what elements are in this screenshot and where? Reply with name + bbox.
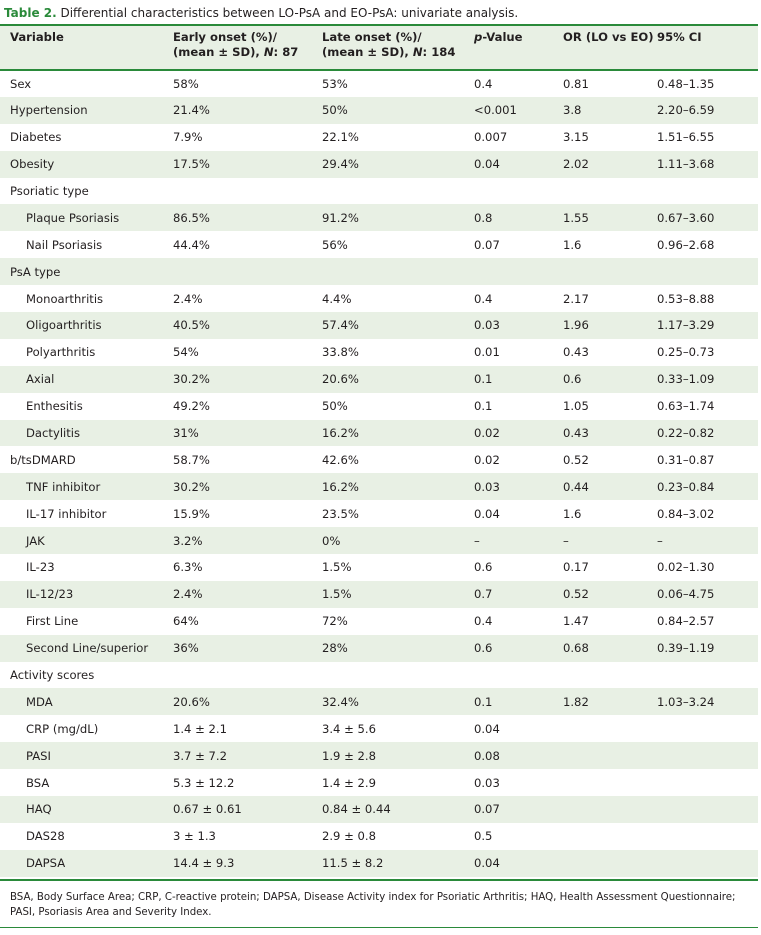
p-value-cell: 0.07: [474, 802, 500, 817]
early-onset-cell: 2.4%: [173, 587, 203, 602]
early-onset-cell: 14.4 ± 9.3: [173, 856, 235, 871]
odds-ratio-cell: –: [563, 533, 569, 548]
header-early-line2c: : 87: [273, 45, 299, 59]
variable-cell: Second Line/superior: [26, 641, 149, 656]
late-onset-cell: 1.9 ± 2.8: [322, 748, 376, 763]
table-row: [0, 258, 758, 285]
header-early-onset: [173, 25, 322, 70]
ci-cell: 0.02–1.30: [657, 560, 715, 575]
table-footnote: BSA, Body Surface Area; CRP, C-reactive protein; DAPSA, Disease Activity index for Psoriatic Arthritis; HAQ, Health Assessment Questionnaire; PASI, Psoriasis Area and Severity Index.: [0, 879, 758, 928]
variable-cell: IL-23: [26, 560, 55, 575]
odds-ratio-cell: 0.6: [563, 372, 582, 387]
ci-cell: 1.03–3.24: [657, 694, 715, 709]
ci-cell: 0.84–3.02: [657, 506, 715, 521]
table-number: Table 2.: [4, 6, 57, 20]
header-late-line2c: : 184: [422, 45, 456, 59]
table-row: [0, 312, 758, 339]
ci-cell: [657, 715, 758, 742]
table-row: [0, 366, 758, 393]
early-onset-cell: [173, 662, 322, 689]
odds-ratio-cell: 1.55: [563, 210, 589, 225]
odds-ratio-cell: [563, 796, 657, 823]
ci-cell: [657, 742, 758, 769]
header-late-onset: [322, 25, 474, 70]
header-early-line2a: (mean ± SD),: [173, 45, 264, 59]
odds-ratio-cell: [563, 178, 657, 205]
ci-cell: 0.31–0.87: [657, 452, 715, 467]
p-value-cell: [474, 662, 563, 689]
late-onset-cell: 20.6%: [322, 372, 359, 387]
p-value-cell: 0.1: [474, 694, 493, 709]
early-onset-cell: 86.5%: [173, 210, 210, 225]
late-onset-cell: 16.2%: [322, 479, 359, 494]
early-onset-cell: 7.9%: [173, 130, 203, 145]
header-row: [0, 25, 758, 70]
variable-cell: PASI: [26, 748, 51, 763]
variable-cell: BSA: [26, 775, 50, 790]
ci-cell: 1.51–6.55: [657, 130, 715, 145]
early-onset-cell: 58.7%: [173, 452, 210, 467]
header-late-line2a: (mean ± SD),: [322, 45, 413, 59]
late-onset-cell: 53%: [322, 76, 348, 91]
odds-ratio-cell: 0.43: [563, 345, 589, 360]
variable-cell: Enthesitis: [26, 399, 83, 414]
p-value-cell: –: [474, 533, 480, 548]
early-onset-cell: 21.4%: [173, 103, 210, 118]
p-value-cell: 0.4: [474, 614, 493, 629]
table-row: [0, 662, 758, 689]
p-value-cell: 0.7: [474, 587, 493, 602]
table-row: [0, 742, 758, 769]
table-row: [0, 769, 758, 796]
late-onset-cell: 29.4%: [322, 157, 359, 172]
p-value-cell: 0.03: [474, 318, 500, 333]
odds-ratio-cell: 0.68: [563, 641, 589, 656]
ci-cell: [657, 850, 758, 877]
p-value-cell: 0.04: [474, 157, 500, 172]
table-row: [0, 850, 758, 877]
early-onset-cell: 5.3 ± 12.2: [173, 775, 235, 790]
variable-cell: Axial: [26, 372, 55, 387]
table-row: [0, 285, 758, 312]
p-value-cell: 0.007: [474, 130, 508, 145]
late-onset-cell: 50%: [322, 103, 348, 118]
early-onset-cell: 1.4 ± 2.1: [173, 721, 227, 736]
p-value-cell: 0.03: [474, 775, 500, 790]
late-onset-cell: 1.5%: [322, 587, 352, 602]
header-variable: Variable: [10, 30, 64, 44]
ci-cell: 0.67–3.60: [657, 210, 715, 225]
odds-ratio-cell: 1.82: [563, 694, 589, 709]
ci-cell: 0.53–8.88: [657, 291, 715, 306]
late-onset-cell: 1.5%: [322, 560, 352, 575]
late-onset-cell: 0.84 ± 0.44: [322, 802, 391, 817]
variable-cell: IL-12/23: [26, 587, 74, 602]
odds-ratio-cell: 2.17: [563, 291, 589, 306]
p-value-cell: 0.08: [474, 748, 500, 763]
ci-cell: 1.11–3.68: [657, 157, 715, 172]
late-onset-cell: 72%: [322, 614, 348, 629]
table-row: [0, 473, 758, 500]
variable-cell: DAS28: [26, 829, 65, 844]
early-onset-cell: 3 ± 1.3: [173, 829, 216, 844]
late-onset-cell: 1.4 ± 2.9: [322, 775, 376, 790]
early-onset-cell: 3.7 ± 7.2: [173, 748, 227, 763]
table-row: [0, 339, 758, 366]
p-value-cell: [474, 178, 563, 205]
early-onset-cell: 30.2%: [173, 479, 210, 494]
variable-cell: HAQ: [26, 802, 52, 817]
late-onset-cell: 28%: [322, 641, 348, 656]
late-onset-cell: [322, 662, 474, 689]
ci-cell: [657, 662, 758, 689]
p-value-cell: 0.04: [474, 506, 500, 521]
early-onset-cell: [173, 258, 322, 285]
variable-cell: Hypertension: [10, 103, 88, 118]
table-body: [0, 70, 758, 877]
early-onset-cell: 58%: [173, 76, 199, 91]
table-row: [0, 581, 758, 608]
variable-cell: Activity scores: [10, 668, 95, 683]
table-header: [0, 25, 758, 70]
variable-cell: CRP (mg/dL): [26, 721, 99, 736]
early-onset-cell: 17.5%: [173, 157, 210, 172]
early-onset-cell: 2.4%: [173, 291, 203, 306]
odds-ratio-cell: 0.52: [563, 587, 589, 602]
variable-cell: JAK: [26, 533, 45, 548]
odds-ratio-cell: 2.02: [563, 157, 589, 172]
ci-cell: [657, 823, 758, 850]
variable-cell: First Line: [26, 614, 79, 629]
late-onset-cell: 32.4%: [322, 694, 359, 709]
late-onset-cell: 42.6%: [322, 452, 359, 467]
early-onset-cell: 20.6%: [173, 694, 210, 709]
ci-cell: [657, 769, 758, 796]
early-onset-cell: 30.2%: [173, 372, 210, 387]
p-value-cell: 0.04: [474, 721, 500, 736]
p-value-cell: 0.04: [474, 856, 500, 871]
variable-cell: DAPSA: [26, 856, 66, 871]
variable-cell: TNF inhibitor: [26, 479, 101, 494]
late-onset-cell: 91.2%: [322, 210, 359, 225]
early-onset-cell: 0.67 ± 0.61: [173, 802, 242, 817]
table-row: [0, 500, 758, 527]
p-value-cell: [474, 258, 563, 285]
ci-cell: 0.39–1.19: [657, 641, 715, 656]
odds-ratio-cell: [563, 769, 657, 796]
table-row: [0, 823, 758, 850]
table-row: [0, 715, 758, 742]
p-value-cell: 0.4: [474, 76, 493, 91]
variable-cell: Psoriatic type: [10, 184, 89, 198]
p-value-cell: 0.03: [474, 479, 500, 494]
ci-cell: 0.84–2.57: [657, 614, 715, 629]
odds-ratio-cell: [563, 742, 657, 769]
early-onset-cell: 36%: [173, 641, 199, 656]
late-onset-cell: [322, 178, 474, 205]
ci-cell: [657, 796, 758, 823]
table-row: [0, 178, 758, 205]
p-value-cell: 0.1: [474, 372, 493, 387]
odds-ratio-cell: 1.05: [563, 399, 589, 414]
odds-ratio-cell: [563, 850, 657, 877]
table-row: [0, 393, 758, 420]
variable-cell: Monoarthritis: [26, 291, 104, 306]
early-onset-cell: 49.2%: [173, 399, 210, 414]
table-row: [0, 608, 758, 635]
late-onset-cell: 33.8%: [322, 345, 359, 360]
header-early-line1: Early onset (%)/: [173, 30, 278, 44]
table-row: [0, 635, 758, 662]
variable-cell: MDA: [26, 694, 53, 709]
ci-cell: 0.48–1.35: [657, 76, 715, 91]
variable-cell: Polyarthritis: [26, 345, 96, 360]
table-row: [0, 527, 758, 554]
late-onset-cell: [322, 258, 474, 285]
late-onset-cell: 0%: [322, 533, 341, 548]
late-onset-cell: 4.4%: [322, 291, 352, 306]
early-onset-cell: 64%: [173, 614, 199, 629]
p-value-cell: 0.8: [474, 210, 493, 225]
table-row: [0, 124, 758, 151]
ci-cell: 2.20–6.59: [657, 103, 715, 118]
header-early-n: N: [263, 45, 274, 59]
odds-ratio-cell: 1.96: [563, 318, 589, 333]
p-value-cell: 0.02: [474, 452, 500, 467]
p-value-cell: 0.02: [474, 426, 500, 441]
p-value-cell: 0.07: [474, 237, 500, 252]
header-confidence-interval: 95% CI: [657, 30, 702, 44]
table-row: [0, 151, 758, 178]
late-onset-cell: 3.4 ± 5.6: [322, 721, 376, 736]
early-onset-cell: 31%: [173, 426, 199, 441]
odds-ratio-cell: 0.52: [563, 452, 589, 467]
table-caption: [0, 4, 761, 24]
table-row: [0, 688, 758, 715]
header-p-italic: p: [474, 30, 483, 44]
late-onset-cell: 2.9 ± 0.8: [322, 829, 376, 844]
ci-cell: 0.25–0.73: [657, 345, 715, 360]
variable-cell: Obesity: [10, 157, 55, 172]
table-row: [0, 97, 758, 124]
early-onset-cell: [173, 178, 322, 205]
odds-ratio-cell: [563, 823, 657, 850]
early-onset-cell: 15.9%: [173, 506, 210, 521]
ci-cell: 0.63–1.74: [657, 399, 715, 414]
p-value-cell: 0.01: [474, 345, 500, 360]
variable-cell: Nail Psoriasis: [26, 237, 103, 252]
p-value-cell: 0.6: [474, 560, 493, 575]
header-late-line1: Late onset (%)/: [322, 30, 422, 44]
variable-cell: Diabetes: [10, 130, 62, 145]
table-row: [0, 204, 758, 231]
late-onset-cell: 57.4%: [322, 318, 359, 333]
ci-cell: 0.23–0.84: [657, 479, 715, 494]
odds-ratio-cell: [563, 715, 657, 742]
p-value-cell: 0.6: [474, 641, 493, 656]
odds-ratio-cell: 1.47: [563, 614, 589, 629]
late-onset-cell: 56%: [322, 237, 348, 252]
table-row: [0, 554, 758, 581]
variable-cell: Oligoarthritis: [26, 318, 102, 333]
table-title: Differential characteristics between LO-PsA and EO-PsA: univariate analysis.: [56, 6, 519, 20]
odds-ratio-cell: 1.6: [563, 237, 582, 252]
early-onset-cell: 3.2%: [173, 533, 203, 548]
variable-cell: Sex: [10, 76, 32, 91]
header-late-n: N: [412, 45, 423, 59]
header-odds-ratio: OR (LO vs EO): [563, 30, 654, 44]
odds-ratio-cell: 3.15: [563, 130, 589, 145]
variable-cell: b/tsDMARD: [10, 452, 76, 467]
early-onset-cell: 6.3%: [173, 560, 203, 575]
odds-ratio-cell: 3.8: [563, 103, 582, 118]
late-onset-cell: 22.1%: [322, 130, 359, 145]
p-value-cell: <0.001: [474, 103, 517, 118]
odds-ratio-cell: [563, 258, 657, 285]
late-onset-cell: 16.2%: [322, 426, 359, 441]
early-onset-cell: 40.5%: [173, 318, 210, 333]
odds-ratio-cell: 0.43: [563, 426, 589, 441]
variable-cell: Plaque Psoriasis: [26, 210, 120, 225]
data-table: [0, 24, 758, 877]
p-value-cell: 0.1: [474, 399, 493, 414]
late-onset-cell: 11.5 ± 8.2: [322, 856, 384, 871]
table-row: [0, 231, 758, 258]
ci-cell: –: [657, 533, 663, 548]
early-onset-cell: 54%: [173, 345, 199, 360]
late-onset-cell: 50%: [322, 399, 348, 414]
ci-cell: 0.33–1.09: [657, 372, 715, 387]
ci-cell: 1.17–3.29: [657, 318, 715, 333]
ci-cell: [657, 258, 758, 285]
ci-cell: 0.96–2.68: [657, 237, 715, 252]
ci-cell: [657, 178, 758, 205]
ci-cell: 0.06–4.75: [657, 587, 715, 602]
odds-ratio-cell: 1.6: [563, 506, 582, 521]
table-row: [0, 446, 758, 473]
table-row: [0, 796, 758, 823]
odds-ratio-cell: 0.44: [563, 479, 589, 494]
variable-cell: Dactylitis: [26, 426, 81, 441]
early-onset-cell: 44.4%: [173, 237, 210, 252]
p-value-cell: 0.4: [474, 291, 493, 306]
odds-ratio-cell: [563, 662, 657, 689]
ci-cell: 0.22–0.82: [657, 426, 715, 441]
table-row: [0, 420, 758, 447]
variable-cell: IL-17 inhibitor: [26, 506, 107, 521]
odds-ratio-cell: 0.81: [563, 76, 589, 91]
variable-cell: PsA type: [10, 264, 61, 279]
table-row: [0, 70, 758, 97]
p-value-cell: 0.5: [474, 829, 493, 844]
header-p-value: [474, 25, 563, 70]
header-p-rest: -Value: [482, 30, 523, 44]
late-onset-cell: 23.5%: [322, 506, 359, 521]
odds-ratio-cell: 0.17: [563, 560, 589, 575]
